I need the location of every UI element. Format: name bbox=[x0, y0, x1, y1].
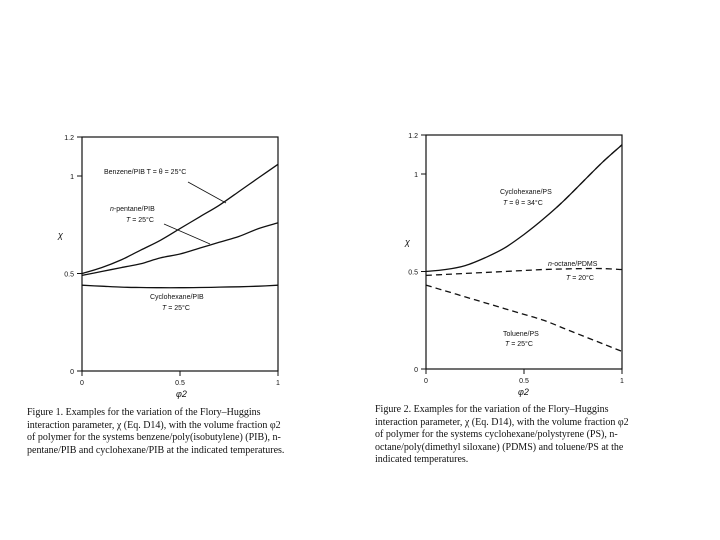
x-tick-label: 0 bbox=[424, 378, 428, 385]
x-tick-label: 0.5 bbox=[519, 378, 529, 385]
y-tick-label: 0.5 bbox=[64, 271, 74, 279]
series-line-0-2 bbox=[82, 285, 278, 288]
chart-1-label-cyclohexane-1: Cyclohexane/PIB bbox=[150, 294, 204, 301]
chart-1-ylabel: χ bbox=[58, 230, 63, 240]
y-tick-label: 1.2 bbox=[64, 135, 74, 142]
chart-2-label-octane-1: n-octane/PDMS bbox=[548, 261, 598, 268]
chart-2 bbox=[404, 133, 624, 397]
x-tick-label: 1 bbox=[276, 380, 280, 387]
caption-line: pentane/PIB and cyclohexane/PIB at the indicated temperatures. bbox=[27, 444, 285, 456]
caption-line: octane/poly(dimethyl siloxane) (PDMS) and toluene/PS at the bbox=[375, 441, 624, 453]
chart-2-label-toluene-1: Toluene/PS bbox=[503, 331, 539, 338]
caption-line: of polymer for the systems cyclohexane/polystyrene (PS), n- bbox=[375, 429, 618, 440]
chart-2-series bbox=[426, 145, 622, 352]
chart-1-series bbox=[82, 164, 278, 287]
caption-line: interaction parameter, χ (Eq. D14), with the volume fraction φ2 bbox=[27, 419, 281, 431]
chart-1-label-pentane-2: T = 25°C bbox=[126, 217, 154, 224]
chart-1-leader-benzene bbox=[188, 182, 226, 203]
chart-1-label-cyclohexane-2: T = 25°C bbox=[162, 305, 190, 312]
chart-2-label-toluene-2: T = 25°C bbox=[505, 341, 533, 348]
chart-2-ylabel: χ bbox=[405, 237, 410, 247]
y-tick-label: 0 bbox=[414, 367, 418, 374]
figure-2-caption bbox=[375, 404, 675, 467]
series-line-1-0 bbox=[426, 145, 622, 272]
y-tick-label: 0 bbox=[70, 369, 74, 376]
caption-line: indicated temperatures. bbox=[375, 454, 469, 465]
caption-line: Figure 1. Examples for the variation of the Flory–Huggins bbox=[27, 407, 261, 418]
chart-1-label-pentane-1: n-pentane/PIB bbox=[110, 206, 155, 213]
series-line-1-0-dashed bbox=[426, 145, 622, 272]
caption-line: of polymer for the systems benzene/poly(isobutylene) (PIB), n- bbox=[27, 432, 281, 443]
chart-1 bbox=[57, 135, 280, 399]
chart-2-label-cyclohexane-2: T = θ = 34°C bbox=[503, 200, 543, 207]
x-tick-label: 0.5 bbox=[175, 380, 185, 387]
x-tick-label: 0 bbox=[80, 380, 84, 387]
caption-line: Figure 2. Examples for the variation of the Flory–Huggins bbox=[375, 404, 609, 415]
y-tick-label: 1.2 bbox=[408, 133, 418, 140]
caption-line: interaction parameter, χ (Eq. D14), with the volume fraction φ2 bbox=[375, 416, 629, 428]
chart-1-label-benzene: Benzene/PIB T = θ = 25°C bbox=[104, 169, 187, 176]
chart-1-xlabel: φ2 bbox=[176, 389, 187, 399]
chart-2-xlabel: φ2 bbox=[518, 387, 529, 397]
chart-2-label-octane-2: T = 20°C bbox=[566, 275, 594, 282]
series-line-0-0 bbox=[82, 164, 278, 273]
y-tick-label: 0.5 bbox=[408, 269, 418, 277]
y-tick-label: 1 bbox=[414, 172, 418, 179]
figure-1-caption bbox=[27, 407, 327, 457]
y-tick-label: 1 bbox=[70, 174, 74, 181]
x-tick-label: 1 bbox=[620, 378, 624, 385]
chart-2-label-cyclohexane-1: Cyclohexane/PS bbox=[500, 189, 552, 196]
